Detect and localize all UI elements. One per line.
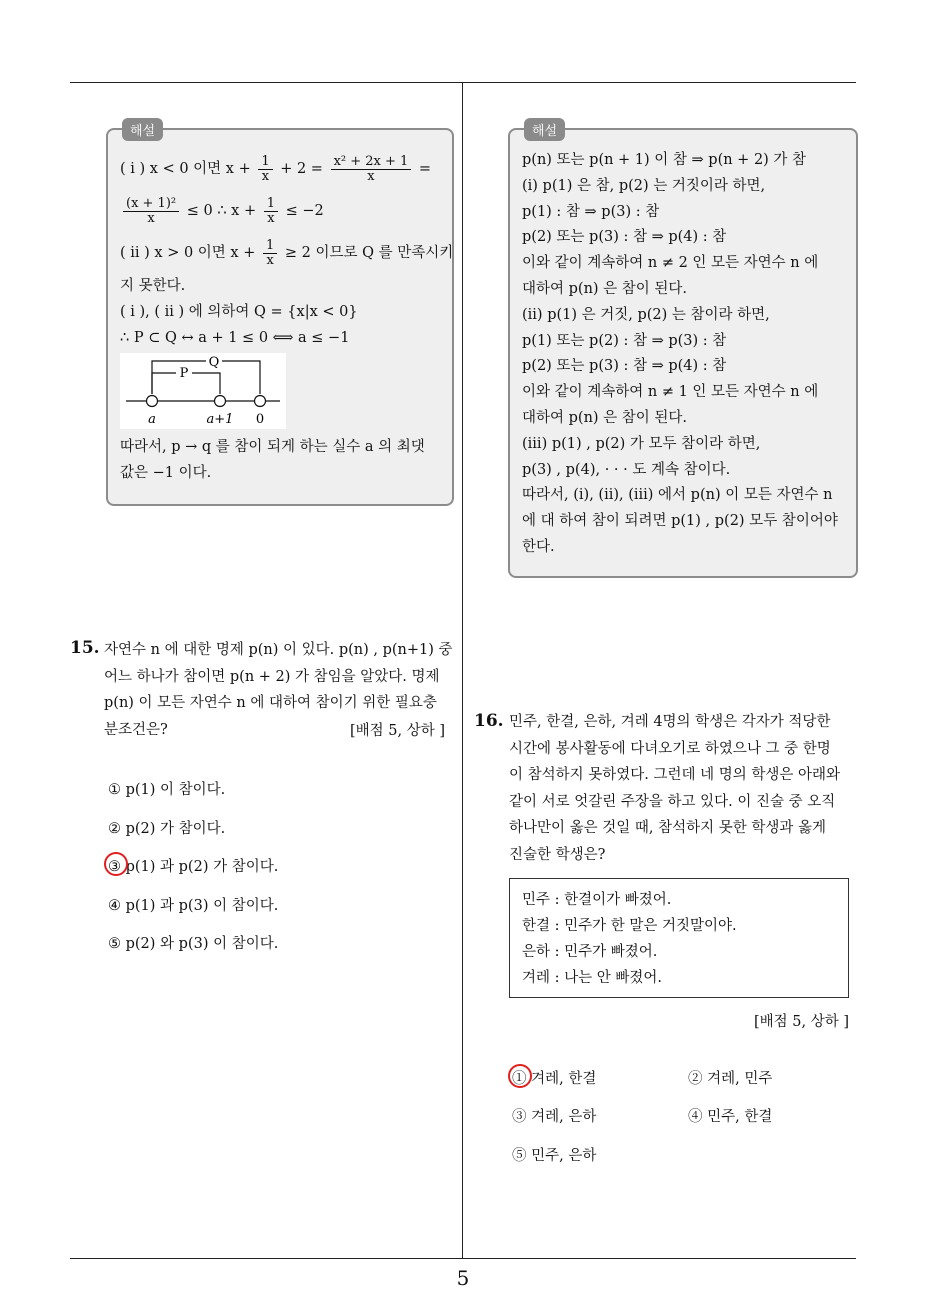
solution-line: (ii) p(1) 은 거짓, p(2) 는 참이라 하면, <box>522 306 770 323</box>
solution-line: 한다. <box>522 538 555 555</box>
q15-choice-2[interactable]: ② p(2) 가 참이다. <box>108 821 226 837</box>
q16-choice-2[interactable]: ② 겨레, 민주 <box>688 1071 773 1087</box>
question-line: 시간에 봉사활동에 다녀오기로 하였으나 그 중 한명 <box>509 740 831 757</box>
solution-line: p(n) 또는 p(n + 1) 이 참 ⇒ p(n + 2) 가 참 <box>522 152 807 168</box>
solution-line: 지 못한다. <box>120 278 186 294</box>
statement-eunha: 은하 : 민주가 빠졌어. <box>522 944 658 960</box>
fraction: $\frac{1}{x}$ <box>258 155 272 183</box>
solution-line: 대하여 p(n) 은 참이 된다. <box>522 409 688 426</box>
solution-line: p(1) : 참 ⇒ p(3) : 참 <box>522 203 660 220</box>
solution-line: 이와 같이 계속하여 n ≠ 1 인 모든 자연수 n 에 <box>522 384 819 401</box>
question-line: 같이 서로 엇갈린 주장을 하고 있다. 이 진술 중 오직 <box>509 793 836 810</box>
answer-mark-q15 <box>104 852 128 876</box>
column-divider <box>462 82 463 1258</box>
fraction: $\frac{1}{x}$ <box>264 197 278 225</box>
tick-a: a <box>148 412 156 428</box>
statement-hangyeol: 한결 : 민주가 한 말은 거짓말이야. <box>522 918 737 934</box>
fraction: $\frac{\text{x² + 2x + 1}}{x}$ <box>331 155 412 183</box>
q15-choice-3[interactable]: ③ p(1) 과 p(2) 가 참이다. <box>108 859 279 875</box>
q15-choice-1[interactable]: ① p(1) 이 참이다. <box>108 782 226 798</box>
q16-choice-1[interactable]: ① 겨레, 한결 <box>512 1071 597 1087</box>
question-line: p(n) 이 모든 자연수 n 에 대하여 참이기 위한 필요충 <box>104 695 437 711</box>
question-line: 어느 하나가 참이면 p(n + 2) 가 참임을 알았다. 명제 <box>104 668 440 685</box>
q16-choice-5[interactable]: ⑤ 민주, 은하 <box>512 1148 597 1164</box>
q16-choice-3[interactable]: ③ 겨레, 은하 <box>512 1109 597 1125</box>
solution-line: (iii) p(1) , p(2) 가 모두 참이라 하면, <box>522 435 761 452</box>
solution-tag: 해설 <box>524 118 565 141</box>
question-16-number: 16. <box>474 711 504 731</box>
q15-choice-4[interactable]: ④ p(1) 과 p(3) 이 참이다. <box>108 898 279 914</box>
statements-box <box>509 878 849 998</box>
solution-line: ∴ P ⊂ Q ↔ a + 1 ≤ 0 ⟺ a ≤ −1 <box>120 329 350 346</box>
question-line: 진술한 학생은? <box>509 846 606 863</box>
question-line: 하나만이 옳은 것일 때, 참석하지 못한 학생과 옳게 <box>509 820 827 836</box>
question-line: 분조건은? <box>104 721 168 738</box>
top-rule <box>70 82 856 83</box>
solution-line: p(1) 또는 p(2) : 참 ⇒ p(3) : 참 <box>522 332 727 349</box>
question-15-score: [배점 5, 상하 ] <box>350 723 446 739</box>
solution-line: p(2) 또는 p(3) : 참 ⇒ p(4) : 참 <box>522 229 727 246</box>
q15-choice-5[interactable]: ⑤ p(2) 와 p(3) 이 참이다. <box>108 936 279 952</box>
question-16-text <box>509 709 859 868</box>
solution-line: 따라서, (i), (ii), (iii) 에서 p(n) 이 모든 자연수 n <box>522 487 833 504</box>
label-p: P <box>179 366 189 382</box>
solution-line: ( i ) x < 0 이면 x + $\frac{1}{x}$ + 2 = $\frac{\text{x² + 2x + 1}}{x}$ = <box>120 153 432 184</box>
solution-line: p(2) 또는 p(3) : 참 ⇒ p(4) : 참 <box>522 358 727 375</box>
question-15-number: 15. <box>70 638 100 658</box>
page-number: 5 <box>456 1266 470 1290</box>
number-line-diagram <box>120 353 286 429</box>
tick-a-plus-1: a+1 <box>206 412 234 428</box>
answer-mark-q16 <box>508 1064 532 1088</box>
solution-line: 에 대 하여 참이 되려면 p(1) , p(2) 모두 참이어야 <box>522 513 838 530</box>
question-line: 이 참석하지 못하였다. 그런데 네 명의 학생은 아래와 <box>509 767 841 783</box>
solution-line: ( i ), ( ii ) 에 의하여 Q = {x|x < 0} <box>120 303 358 320</box>
tick-0: 0 <box>255 412 265 428</box>
statement-gyeore: 겨레 : 나는 안 빠졌어. <box>522 970 662 986</box>
solution-line: 값은 −1 이다. <box>120 465 212 482</box>
question-line: 민주, 한결, 은하, 겨레 4명의 학생은 각자가 적당한 <box>509 714 831 730</box>
right-solution-box <box>508 124 858 578</box>
solution-line: (i) p(1) 은 참, p(2) 는 거짓이라 하면, <box>522 177 766 194</box>
q16-choice-4[interactable]: ④ 민주, 한결 <box>688 1109 773 1125</box>
fraction: $\frac{1}{x}$ <box>263 239 277 267</box>
question-16-score: [배점 5, 상하 ] <box>754 1014 850 1030</box>
solution-line: $\frac{\text{(x + 1)²}}{x}$ ≤ 0 ∴ x + $\frac{1}{x}$ ≤ −2 <box>120 190 440 232</box>
label-q: Q <box>208 355 220 371</box>
fraction: $\frac{\text{(x + 1)²}}{x}$ <box>123 197 179 225</box>
question-line: 자연수 n 에 대한 명제 p(n) 이 있다. p(n) , p(n+1) 중 <box>104 642 453 658</box>
solution-line: 따라서, p → q 를 참이 되게 하는 실수 a 의 최댓 <box>120 439 425 456</box>
solution-line: 대하여 p(n) 은 참이 된다. <box>522 280 688 297</box>
bottom-rule <box>70 1258 856 1259</box>
left-solution-box <box>106 124 454 506</box>
solution-line: p(3) , p(4), · · · 도 계속 참이다. <box>522 461 731 478</box>
solution-line: ( ii ) x > 0 이면 x + $\frac{1}{x}$ ≥ 2 이므로 Q 를 만족시키 <box>120 237 454 268</box>
solution-tag: 해설 <box>122 118 163 141</box>
solution-line: 이와 같이 계속하여 n ≠ 2 인 모든 자연수 n 에 <box>522 255 819 272</box>
statement-minju: 민주 : 한결이가 빠졌어. <box>522 892 672 908</box>
